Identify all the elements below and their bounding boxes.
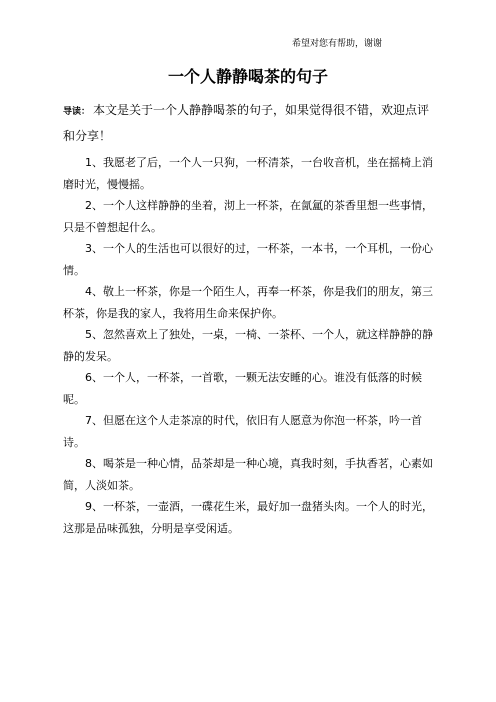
list-item: 6、一个人，一杯茶，一首歌，一颗无法安睡的心。谁没有低落的时候呢。 [63,371,422,406]
sentence-list [63,152,433,539]
list-item: 4、敬上一杯茶，你是一个陌生人，再奉一杯茶，你是我们的朋友，第三杯茶，你是我的家人，我将用生命来保护你。 [63,285,433,320]
document-intro [63,98,433,148]
intro-label: 导读： [63,107,91,117]
list-item: 3、一个人的生活也可以很好的过，一杯茶，一本书，一个耳机，一份心情。 [63,242,433,277]
list-item: 2、一个人这样静静的坐着，沏上一杯茶，在氤氲的茶香里想一些事情，只是不曾想起什么。 [63,199,433,234]
intro-text: 本文是关于一个人静静喝茶的句子，如果觉得很不错，欢迎点评和分享！ [63,103,430,143]
list-item: 7、但愿在这个人走茶凉的时代，依旧有人愿意为你泡一杯茶，吟一首诗。 [63,414,422,449]
list-item: 1、我愿老了后，一个人一只狗，一杯清茶，一台收音机，坐在摇椅上消磨时光，慢慢摇。 [63,156,433,191]
document-title: 一个人静静喝茶的句子 [167,67,328,86]
list-item: 5、忽然喜欢上了独处，一桌，一椅、一茶杯、一个人，就这样静静的静静的发呆。 [63,328,433,363]
list-item: 8、喝茶是一种心情，品茶却是一种心境，真我时刻，手执香茗，心素如简，人淡如茶。 [63,457,433,492]
list-item: 9、一杯茶，一壶酒，一碟花生米，最好加一盘猪头肉。一个人的时光，这那是品味孤独，分明是享受闲适。 [63,500,433,535]
header-note: 希望对您有帮助，谢谢 [292,39,383,49]
